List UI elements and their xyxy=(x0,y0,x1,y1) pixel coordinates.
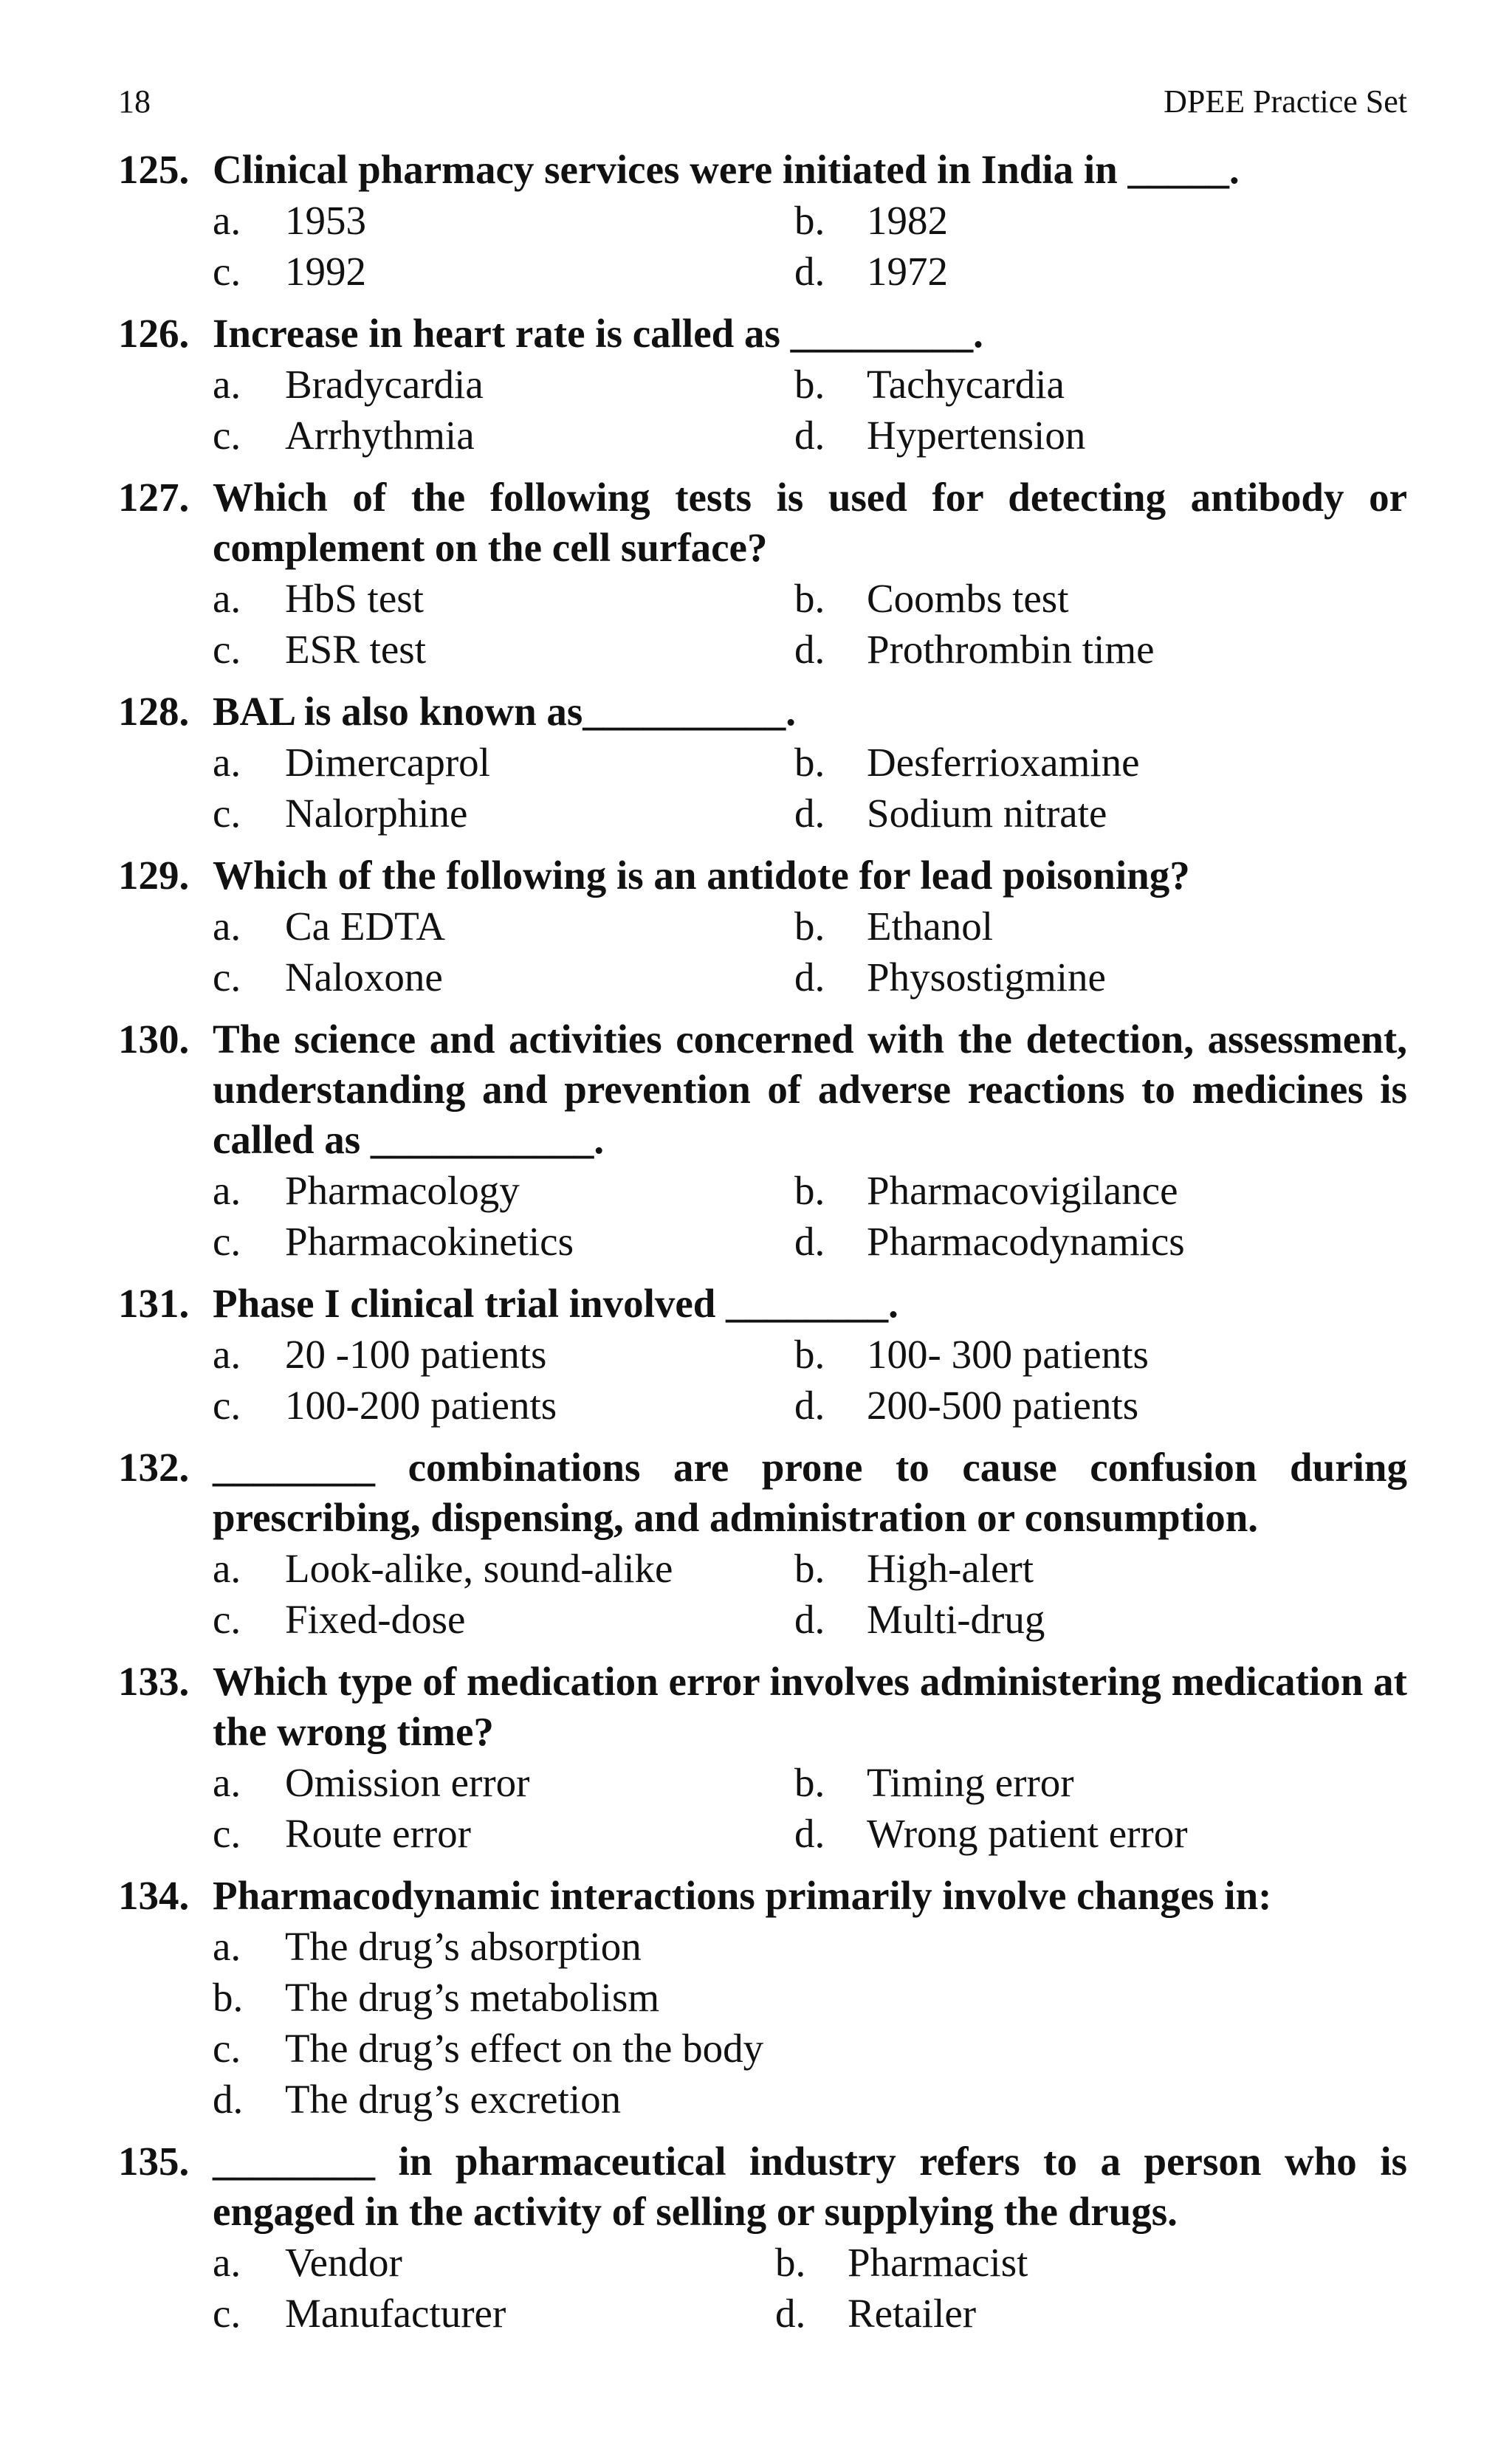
question-number: 129. xyxy=(118,853,190,898)
option-d xyxy=(794,788,1407,839)
question-number: 131. xyxy=(118,1281,190,1326)
option-b xyxy=(794,1329,1407,1380)
option-b xyxy=(794,195,1407,246)
option-letter: a. xyxy=(213,1168,241,1213)
option-letter: b. xyxy=(794,576,825,621)
options-grid xyxy=(213,195,1407,297)
option-text: Sodium nitrate xyxy=(867,791,1107,836)
options-grid xyxy=(213,1543,1407,1645)
question-number: 127. xyxy=(118,475,190,520)
option-letter: c. xyxy=(213,955,241,1000)
option-c xyxy=(213,2023,1407,2074)
option-letter: a. xyxy=(213,198,241,243)
option-text: Timing error xyxy=(867,1760,1074,1805)
options-grid xyxy=(213,1329,1407,1431)
option-text: 100- 300 patients xyxy=(867,1332,1149,1377)
option-text: Ethanol xyxy=(867,904,994,949)
option-b xyxy=(794,737,1407,788)
option-a xyxy=(213,1921,1407,1972)
option-text: The drug’s absorption xyxy=(285,1924,642,1969)
option-letter: a. xyxy=(213,740,241,785)
option-letter: b. xyxy=(775,2240,806,2285)
question-number: 134. xyxy=(118,1873,190,1918)
option-text: Manufacturer xyxy=(285,2291,506,2336)
question-stem: Clinical pharmacy services were initiated in India in _____. xyxy=(213,147,1240,192)
option-a xyxy=(213,1757,794,1808)
question-125 xyxy=(118,145,1407,297)
option-text: The drug’s metabolism xyxy=(285,1975,660,2020)
option-c xyxy=(213,246,794,297)
question-134 xyxy=(118,1871,1407,2125)
question-stem: Increase in heart rate is called as _________. xyxy=(213,311,983,356)
option-letter: c. xyxy=(213,1811,241,1856)
option-c xyxy=(213,1808,794,1859)
option-letter: c. xyxy=(213,413,241,458)
option-text: Wrong patient error xyxy=(867,1811,1188,1856)
option-letter: d. xyxy=(794,627,825,672)
option-c xyxy=(213,410,794,461)
option-letter: b. xyxy=(213,1975,244,2020)
option-text: Omission error xyxy=(285,1760,530,1805)
option-text: HbS test xyxy=(285,576,424,621)
option-text: 1953 xyxy=(285,198,366,243)
option-c xyxy=(213,1216,794,1267)
option-text: Look-alike, sound-alike xyxy=(285,1546,673,1591)
option-text: 1982 xyxy=(867,198,948,243)
option-letter: a. xyxy=(213,1760,241,1805)
option-d xyxy=(794,1594,1407,1645)
option-text: Coombs test xyxy=(867,576,1069,621)
option-letter: d. xyxy=(794,413,825,458)
option-letter: c. xyxy=(213,791,241,836)
question-132 xyxy=(118,1443,1407,1645)
option-letter: d. xyxy=(213,2077,244,2122)
options-grid xyxy=(213,573,1407,675)
option-text: The drug’s effect on the body xyxy=(285,2026,764,2071)
question-126 xyxy=(118,309,1407,461)
option-b xyxy=(794,1165,1407,1216)
option-a xyxy=(213,195,794,246)
option-text: 1992 xyxy=(285,249,366,294)
option-c xyxy=(213,1594,794,1645)
book-title: DPEE Practice Set xyxy=(1164,83,1407,120)
question-stem: ________ in pharmaceutical industry refers to a person who is engaged in the activity of selling or supplying the drugs. xyxy=(213,2139,1407,2234)
option-text: Pharmacovigilance xyxy=(867,1168,1178,1213)
option-a xyxy=(213,1329,794,1380)
question-128 xyxy=(118,687,1407,839)
option-text: 200-500 patients xyxy=(867,1383,1139,1428)
option-letter: d. xyxy=(794,1811,825,1856)
option-text: Pharmacist xyxy=(848,2240,1028,2285)
option-letter: c. xyxy=(213,627,241,672)
option-d xyxy=(794,410,1407,461)
question-stem: Phase I clinical trial involved ________. xyxy=(213,1281,898,1326)
option-letter: b. xyxy=(794,1546,825,1591)
question-127 xyxy=(118,472,1407,675)
question-stem: Which of the following is an antidote for lead poisoning? xyxy=(213,853,1190,898)
option-d xyxy=(794,624,1407,675)
option-text: Nalorphine xyxy=(285,791,468,836)
question-133 xyxy=(118,1657,1407,1859)
option-b xyxy=(794,573,1407,624)
option-text: High-alert xyxy=(867,1546,1034,1591)
question-stem: BAL is also known as__________. xyxy=(213,689,797,734)
running-header xyxy=(118,83,1407,127)
option-text: 20 -100 patients xyxy=(285,1332,547,1377)
option-d xyxy=(794,1216,1407,1267)
option-letter: b. xyxy=(794,1760,825,1805)
option-c xyxy=(213,2288,775,2339)
option-c xyxy=(213,624,794,675)
question-130 xyxy=(118,1014,1407,1267)
option-letter: b. xyxy=(794,740,825,785)
option-text: Prothrombin time xyxy=(867,627,1155,672)
option-b xyxy=(794,1543,1407,1594)
option-text: Hypertension xyxy=(867,413,1086,458)
option-letter: d. xyxy=(794,1219,825,1264)
option-text: Multi-drug xyxy=(867,1597,1045,1642)
option-letter: a. xyxy=(213,576,241,621)
option-text: Retailer xyxy=(848,2291,977,2336)
option-letter: a. xyxy=(213,1924,241,1969)
question-131 xyxy=(118,1279,1407,1431)
option-d xyxy=(213,2074,1407,2125)
option-letter: a. xyxy=(213,904,241,949)
option-text: Ca EDTA xyxy=(285,904,446,949)
option-a xyxy=(213,359,794,410)
option-text: The drug’s excretion xyxy=(285,2077,622,2122)
option-letter: b. xyxy=(794,904,825,949)
option-text: Dimercaprol xyxy=(285,740,490,785)
question-number: 128. xyxy=(118,689,190,734)
option-b xyxy=(794,359,1407,410)
option-d xyxy=(794,246,1407,297)
option-text: Fixed-dose xyxy=(285,1597,466,1642)
option-letter: d. xyxy=(794,1383,825,1428)
question-number: 135. xyxy=(118,2139,190,2184)
option-letter: a. xyxy=(213,362,241,407)
question-stem: Which type of medication error involves administering medication at the wrong time? xyxy=(213,1659,1407,1754)
options-grid xyxy=(213,737,1407,839)
option-d xyxy=(794,952,1407,1003)
option-letter: b. xyxy=(794,1168,825,1213)
option-text: 1972 xyxy=(867,249,948,294)
question-number: 126. xyxy=(118,311,190,356)
question-129 xyxy=(118,850,1407,1003)
option-d xyxy=(794,1808,1407,1859)
option-b xyxy=(775,2237,1407,2288)
question-number: 132. xyxy=(118,1445,190,1490)
options-grid xyxy=(213,2237,1407,2339)
option-a xyxy=(213,573,794,624)
option-a xyxy=(213,737,794,788)
option-text: ESR test xyxy=(285,627,426,672)
option-text: Pharmacodynamics xyxy=(867,1219,1185,1264)
option-text: Desferrioxamine xyxy=(867,740,1140,785)
option-letter: d. xyxy=(794,791,825,836)
option-letter: d. xyxy=(794,955,825,1000)
option-letter: a. xyxy=(213,1546,241,1591)
option-d xyxy=(794,1380,1407,1431)
option-text: Naloxone xyxy=(285,955,443,1000)
question-stem: Which of the following tests is used for detecting antibody or complement on the cell surface? xyxy=(213,475,1407,570)
option-a xyxy=(213,2237,775,2288)
question-list xyxy=(118,145,1407,2351)
option-c xyxy=(213,952,794,1003)
option-b xyxy=(213,1972,1407,2023)
option-text: 100-200 patients xyxy=(285,1383,557,1428)
option-b xyxy=(794,901,1407,952)
option-text: Arrhythmia xyxy=(285,413,475,458)
options-list xyxy=(213,1921,1407,2125)
option-letter: b. xyxy=(794,362,825,407)
question-number: 130. xyxy=(118,1017,190,1062)
option-text: Bradycardia xyxy=(285,362,484,407)
option-letter: c. xyxy=(213,1219,241,1264)
option-letter: b. xyxy=(794,1332,825,1377)
question-stem: The science and activities concerned with the detection, assessment, understanding and prevention of adverse reactions to medicines is called as ___________. xyxy=(213,1017,1407,1162)
option-letter: a. xyxy=(213,1332,241,1377)
option-letter: b. xyxy=(794,198,825,243)
options-grid xyxy=(213,359,1407,461)
option-a xyxy=(213,1543,794,1594)
option-text: Pharmacokinetics xyxy=(285,1219,574,1264)
question-stem: Pharmacodynamic interactions primarily involve changes in: xyxy=(213,1873,1272,1918)
question-number: 133. xyxy=(118,1659,190,1704)
option-text: Tachycardia xyxy=(867,362,1065,407)
option-letter: c. xyxy=(213,2291,241,2336)
options-grid xyxy=(213,1165,1407,1267)
option-letter: d. xyxy=(794,1597,825,1642)
option-text: Pharmacology xyxy=(285,1168,520,1213)
option-letter: c. xyxy=(213,2026,241,2071)
options-grid xyxy=(213,1757,1407,1859)
option-a xyxy=(213,1165,794,1216)
options-grid xyxy=(213,901,1407,1003)
page-number: 18 xyxy=(118,83,151,120)
option-text: Vendor xyxy=(285,2240,402,2285)
option-b xyxy=(794,1757,1407,1808)
option-d xyxy=(775,2288,1407,2339)
question-stem: ________ combinations are prone to cause confusion during prescribing, dispensing, and administration or consumption. xyxy=(213,1445,1407,1540)
option-letter: d. xyxy=(794,249,825,294)
option-c xyxy=(213,788,794,839)
option-letter: c. xyxy=(213,249,241,294)
option-text: Route error xyxy=(285,1811,471,1856)
option-letter: c. xyxy=(213,1383,241,1428)
question-number: 125. xyxy=(118,147,190,192)
option-text: Physostigmine xyxy=(867,955,1106,1000)
option-letter: a. xyxy=(213,2240,241,2285)
option-letter: c. xyxy=(213,1597,241,1642)
option-c xyxy=(213,1380,794,1431)
option-letter: d. xyxy=(775,2291,806,2336)
question-135 xyxy=(118,2136,1407,2339)
option-a xyxy=(213,901,794,952)
